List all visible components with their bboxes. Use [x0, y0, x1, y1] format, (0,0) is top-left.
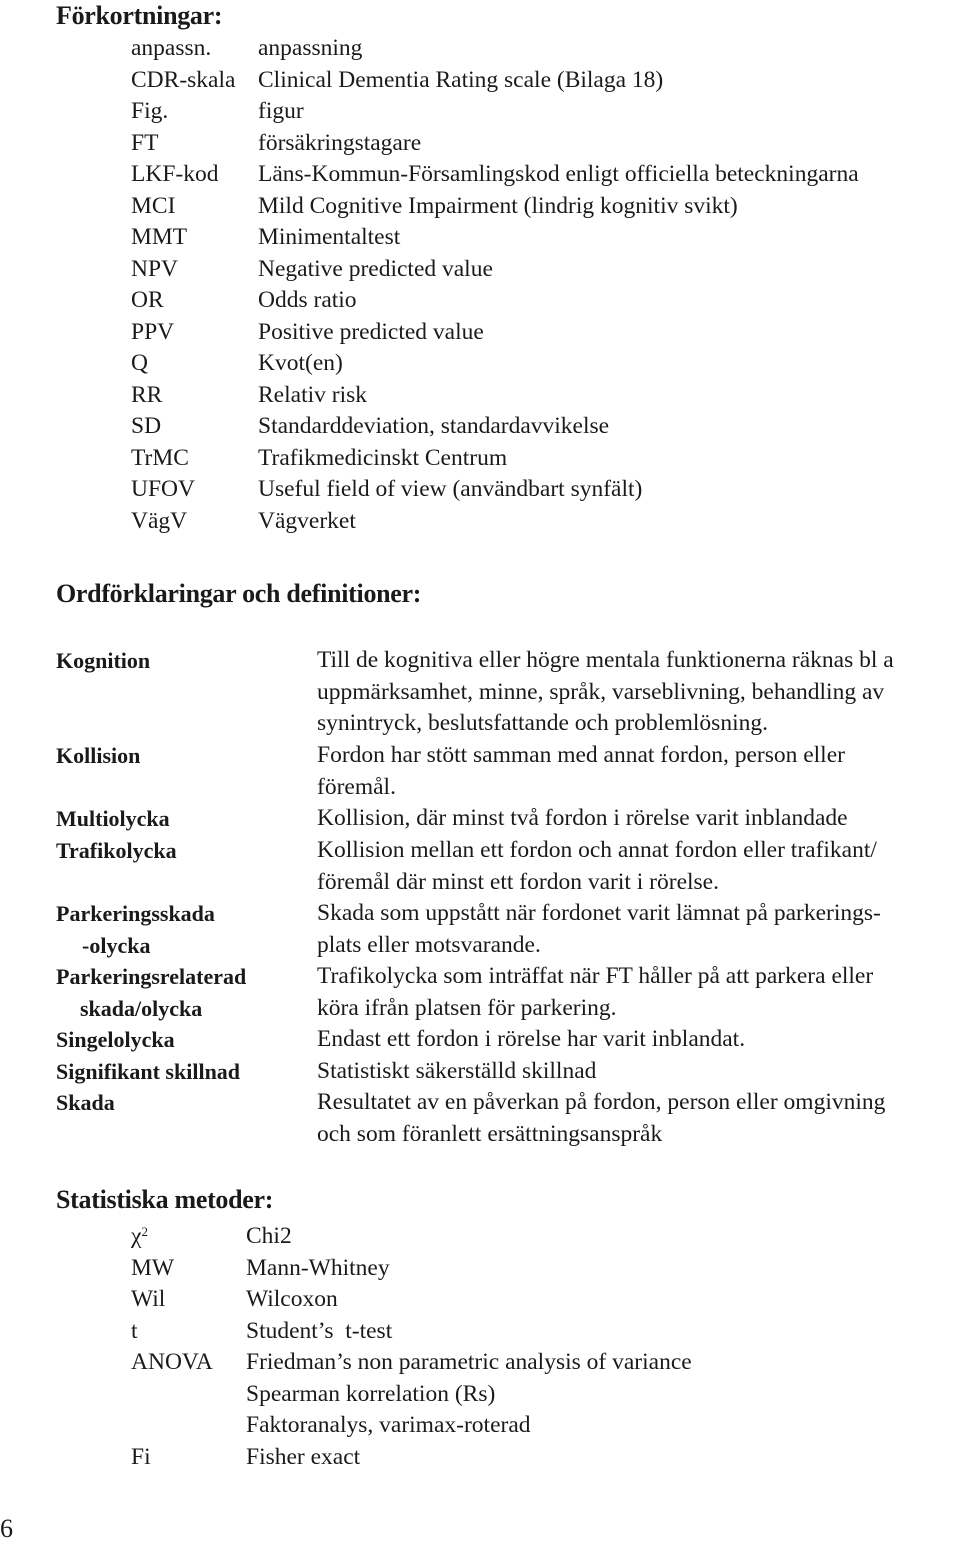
page-number: 6 — [0, 1514, 13, 1543]
abbreviation-term: SD — [131, 413, 162, 439]
definition-term-line: Singelolycka — [56, 1027, 175, 1052]
statistics-heading: Statistiska metoder: — [56, 1185, 274, 1214]
definition-text — [317, 1056, 960, 1088]
definition-text — [317, 1087, 960, 1150]
definition-text-line: Resultatet av en påverkan på fordon, person eller omgivning — [317, 1089, 886, 1115]
abbreviation-definition: Odds ratio — [258, 287, 357, 313]
statistics-term: MW — [131, 1254, 175, 1281]
definition-text-line: föremål. — [317, 773, 396, 800]
statistics-definition: Wilcoxon — [246, 1286, 338, 1312]
definition-term — [56, 1024, 175, 1056]
statistics-definition: Faktoranalys, varimax-roterad — [246, 1412, 531, 1438]
abbreviations-heading: Förkortningar: — [56, 1, 223, 30]
definition-term — [56, 1056, 240, 1088]
statistics-term: ANOVA — [131, 1349, 213, 1375]
definition-text — [317, 645, 960, 740]
definition-text-line: Trafikolycka som inträffat när FT håller på att parkera eller — [317, 963, 874, 989]
definition-term — [56, 803, 170, 835]
definition-term — [56, 740, 140, 772]
definition-term-line: skada/olycka — [80, 995, 203, 1021]
statistics-definition: Student’s t-test — [246, 1317, 393, 1344]
abbreviation-term: MMT — [131, 224, 188, 250]
abbreviation-term: anpassn. — [131, 35, 212, 61]
chi-square-symbol: $\chi^2$ — [131, 1223, 148, 1249]
abbreviation-definition: Mild Cognitive Impairment (lindrig kognitiv svikt) — [258, 192, 738, 219]
abbreviation-term: MCI — [131, 192, 176, 219]
abbreviation-term: RR — [131, 381, 163, 408]
definition-term-line: -olycka — [82, 932, 151, 958]
statistics-definition: Friedman’s non parametric analysis of variance — [246, 1349, 692, 1375]
definition-term-line: Trafikolycka — [56, 838, 177, 863]
definition-term-line: Multiolycka — [56, 806, 170, 831]
statistics-term: Fi — [131, 1443, 151, 1470]
abbreviation-term: PPV — [131, 318, 175, 345]
definition-text — [317, 1024, 960, 1056]
definition-text-line: plats eller motsvarande. — [317, 931, 541, 958]
definition-text-line: Kollision mellan ett fordon och annat fordon eller trafikant/ — [317, 837, 877, 863]
abbreviation-term: TrMC — [131, 444, 189, 471]
definition-term-line: Kollision — [56, 743, 141, 768]
statistics-definition: Fisher exact — [246, 1443, 361, 1470]
abbreviation-definition: Trafikmedicinskt Centrum — [258, 444, 508, 471]
abbreviation-definition: Vägverket — [258, 507, 356, 534]
definition-text — [317, 961, 960, 1024]
abbreviation-term: UFOV — [131, 476, 195, 502]
statistics-term: t — [131, 1317, 138, 1344]
abbreviation-definition: figur — [258, 98, 304, 124]
abbreviation-term: Fig. — [131, 98, 169, 124]
abbreviation-term: CDR-skala — [131, 66, 236, 93]
abbreviation-definition: Negative predicted value — [258, 255, 493, 282]
statistics-term: Wil — [131, 1286, 166, 1312]
abbreviation-definition: Standarddeviation, standardavvikelse — [258, 413, 610, 439]
definition-term — [56, 645, 150, 677]
abbreviation-definition: Clinical Dementia Rating scale (Bilaga 18) — [258, 66, 664, 93]
abbreviation-term: VägV — [131, 507, 188, 534]
definition-text-line: Till de kognitiva eller högre mentala funktionerna räknas bl a — [317, 647, 894, 673]
definition-term-line: Kognition — [56, 648, 151, 673]
definitions-heading: Ordförklaringar och definitioner: — [56, 579, 422, 608]
definition-text-line: föremål där minst ett fordon varit i rörelse. — [317, 868, 719, 895]
definition-text — [317, 740, 960, 803]
abbreviation-definition: Läns-Kommun-Församlingskod enligt officiella beteckningarna — [258, 161, 859, 187]
abbreviation-term: OR — [131, 287, 164, 313]
abbreviation-definition: försäkringstagare — [258, 129, 422, 156]
abbreviation-term: NPV — [131, 255, 179, 282]
definition-term-line: Signifikant skillnad — [56, 1059, 241, 1084]
definition-term — [56, 835, 177, 867]
definition-text-line: Fordon har stött samman med annat fordon, person eller — [317, 742, 845, 768]
abbreviation-definition: Relativ risk — [258, 381, 367, 408]
definition-text-line: Statistiskt säkerställd skillnad — [317, 1058, 597, 1084]
abbreviation-definition: Minimentaltest — [258, 224, 401, 250]
definition-term-line: Parkeringsskada — [56, 901, 215, 926]
definition-term-line: Parkeringsrelaterad — [56, 964, 247, 989]
definition-text-line: synintryck, beslutsfattande och problemlösning. — [317, 710, 768, 737]
definition-text-line: köra ifrån platsen för parkering. — [317, 994, 617, 1021]
definition-term-line: Skada — [56, 1090, 115, 1115]
abbreviation-term: LKF-kod — [131, 161, 219, 187]
definition-text-line: Kollision, där minst två fordon i rörelse varit inblandade — [317, 805, 848, 831]
abbreviation-definition: Useful field of view (användbart synfält) — [258, 476, 643, 502]
definition-term — [56, 1087, 115, 1119]
definition-text — [317, 835, 960, 898]
definition-text-line: och som föranlett ersättningsanspråk — [317, 1120, 663, 1147]
abbreviation-definition: Positive predicted value — [258, 318, 484, 345]
definition-term — [56, 898, 215, 961]
statistics-definition: Spearman korrelation (Rs) — [246, 1380, 496, 1407]
definition-text — [317, 898, 960, 961]
definition-text-line: Skada som uppstått när fordonet varit lämnat på parkerings- — [317, 900, 881, 926]
statistics-definition: Mann-Whitney — [246, 1254, 390, 1281]
definition-text — [317, 803, 960, 835]
abbreviation-definition: anpassning — [258, 35, 363, 61]
definition-text-line: uppmärksamhet, minne, språk, varseblivning, behandling av — [317, 678, 885, 705]
abbreviation-definition: Kvot(en) — [258, 350, 343, 376]
definition-term — [56, 961, 246, 1024]
abbreviation-term: FT — [131, 129, 159, 156]
statistics-definition: Chi2 — [246, 1223, 292, 1249]
abbreviation-term: Q — [131, 350, 148, 376]
definition-text-line: Endast ett fordon i rörelse har varit inblandat. — [317, 1026, 746, 1052]
